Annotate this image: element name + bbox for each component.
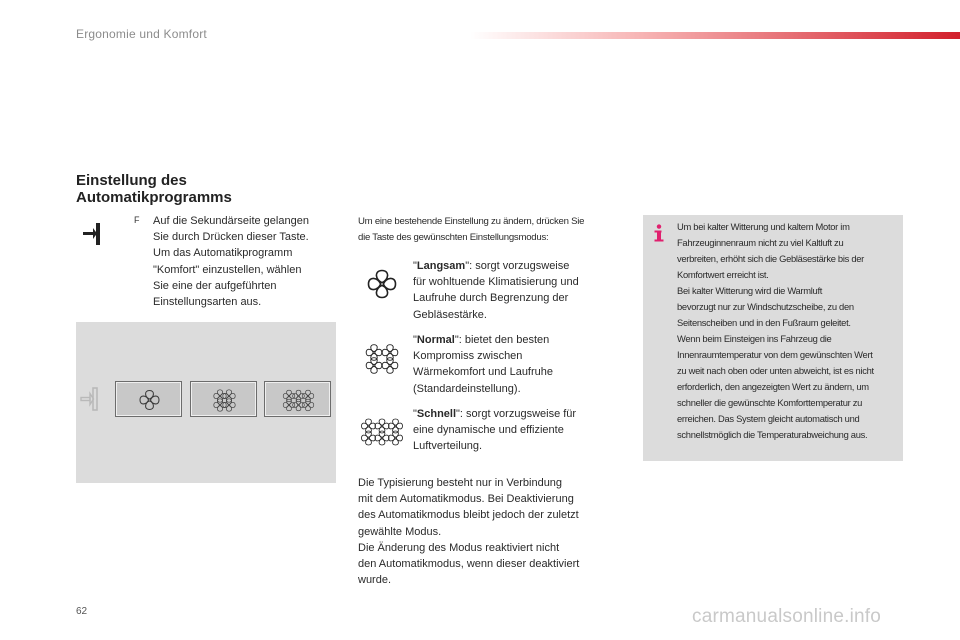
mode-langsam-line: für wohltuende Klimatisierung und	[413, 276, 579, 289]
fan-one-icon	[366, 268, 398, 300]
info-line: Seitenscheiben und in den Fußraum geleitet.	[677, 317, 851, 328]
instruction-text	[153, 213, 338, 310]
panel-button-langsam[interactable]	[115, 381, 182, 417]
intro-text	[358, 214, 623, 246]
mode-normal-line: (Standardeinstellung).	[413, 382, 521, 395]
note-line: den Automatikmodus, wenn dieser deaktiviert	[358, 558, 580, 571]
mode-langsam-line: ": sorgt vorzugsweise	[465, 260, 570, 272]
note-line: gewählte Modus.	[358, 525, 442, 538]
instruction-line: Um das Automatikprogramm	[153, 247, 293, 260]
instruction-line: Sie eine der aufgeführten	[153, 279, 277, 292]
info-line: schnellstmöglich die Temperaturabweichung aus.	[677, 429, 868, 440]
mode-schnell-name: Schnell	[416, 408, 457, 420]
intro-line: Um eine bestehende Einstellung zu ändern, drücken Sie	[358, 216, 585, 227]
intro-line: die Taste des gewünschten Einstellungsmodus:	[358, 232, 549, 243]
bullet-marker: F	[134, 215, 140, 225]
info-line: erreichen. Das System gleicht automatisch und	[677, 413, 860, 424]
info-line: Innenraumtemperatur von dem gewünschten Wert	[677, 349, 873, 360]
section-title-line-2: Automatikprogramms	[76, 189, 232, 206]
mode-normal-line: Kompromiss zwischen	[413, 350, 523, 363]
typisierung-note	[358, 475, 620, 588]
fan-three-icon	[361, 418, 403, 446]
mode-normal-line: Wärmekomfort und Laufruhe	[413, 366, 554, 379]
fan-two-icon	[364, 344, 400, 374]
panel-button-normal[interactable]	[190, 381, 257, 417]
panel-button-schnell[interactable]	[264, 381, 331, 417]
info-text	[677, 219, 899, 443]
instruction-line: "Komfort" einzustellen, wählen	[153, 263, 302, 276]
header-accent-bar	[470, 32, 960, 39]
info-line: Komfortwert erreicht ist.	[677, 269, 769, 280]
header-title: Ergonomie und Komfort	[76, 27, 207, 41]
note-line: wurde.	[358, 574, 392, 587]
info-line: erforderlich, den angezeigten Wert zu ändern, um	[677, 381, 869, 392]
note-line: Die Typisierung besteht nur in Verbindung	[358, 477, 563, 489]
mode-schnell	[413, 406, 608, 455]
mode-langsam-line: Gebläsestärke.	[413, 308, 487, 321]
info-line: Wenn beim Einsteigen ins Fahrzeug die	[677, 333, 832, 344]
mode-langsam-line: Laufruhe durch Begrenzung der	[413, 292, 569, 305]
mode-langsam-line-1: "Langsam": sorgt vorzugsweise	[413, 260, 570, 272]
mode-schnell-line: eine dynamische und effiziente	[413, 424, 564, 437]
note-line: mit dem Automatikmodus. Bei Deaktivierung	[358, 493, 574, 506]
info-line: Bei kalter Witterung wird die Warmluft	[677, 285, 823, 296]
section-title	[76, 172, 232, 206]
note-line: des Automatikmodus bleibt jedoch der zuletzt	[358, 509, 579, 522]
info-line: Um bei kalter Witterung und kaltem Motor im	[677, 221, 850, 232]
info-line: zu weit nach oben oder unten abweicht, ist es nicht	[677, 365, 874, 376]
mode-schnell-line-1: "Schnell": sorgt vorzugsweise für	[413, 408, 577, 420]
mode-normal-line: ": bietet den besten	[454, 334, 550, 346]
mode-langsam-name: Langsam	[416, 260, 466, 272]
mode-schnell-line: Luftverteilung.	[413, 440, 483, 453]
secondary-page-icon	[81, 221, 107, 247]
watermark-text: carmanualsonline.info	[692, 606, 882, 627]
mode-normal-name: Normal	[416, 334, 455, 346]
section-title-line-1: Einstellung des	[76, 172, 187, 189]
info-icon	[652, 224, 666, 242]
info-line: bevorzugt nur zur Windschutzscheibe, zu den	[677, 301, 854, 312]
info-line: schneller die gewünschte Komforttemperatur zu	[677, 397, 863, 408]
mode-normal-line-1: "Normal": bietet den besten	[413, 334, 550, 346]
info-line: Fahrzeuginnenraum nicht zu viel Kaltluft zu	[677, 237, 844, 248]
note-line: Die Änderung des Modus reaktiviert nicht	[358, 541, 560, 554]
mode-schnell-line: ": sorgt vorzugsweise für	[456, 408, 577, 420]
info-line: verbreiten, erhöht sich die Gebläsestärke bis der	[677, 253, 864, 264]
instruction-line: Einstellungsarten aus.	[153, 296, 262, 309]
mode-langsam	[413, 258, 608, 323]
instruction-line: Auf die Sekundärseite gelangen	[153, 215, 309, 227]
page-number: 62	[76, 606, 88, 617]
exit-arrow-icon	[78, 385, 106, 413]
mode-normal	[413, 332, 608, 397]
instruction-line: Sie durch Drücken dieser Taste.	[153, 231, 309, 244]
